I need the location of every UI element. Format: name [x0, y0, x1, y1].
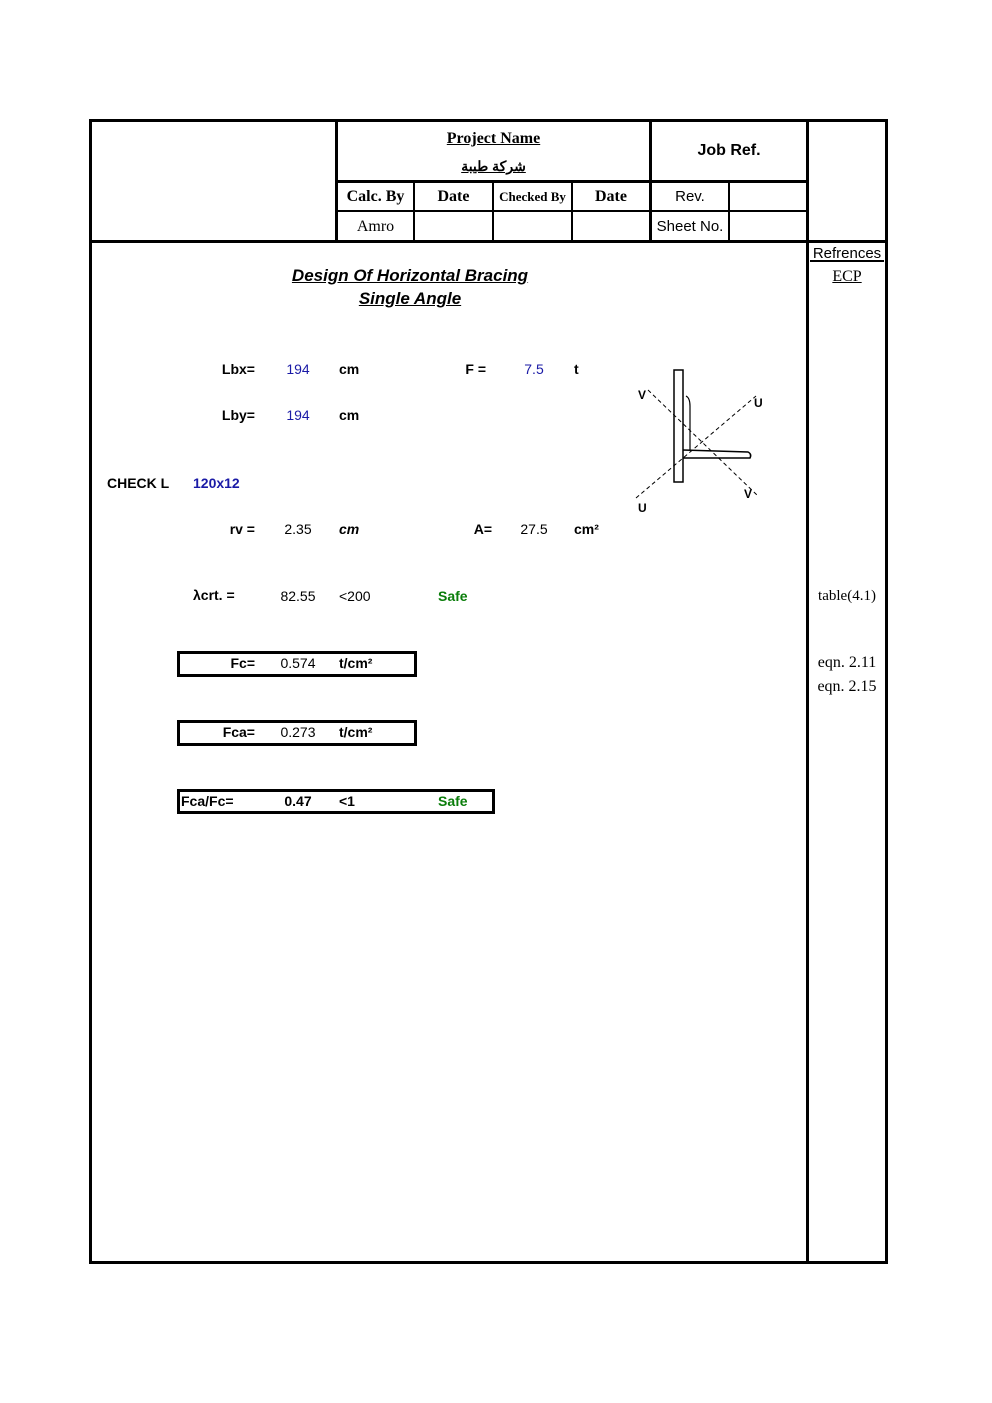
- ratio-value: 0.47: [284, 793, 312, 809]
- a-value: 27.5: [520, 521, 548, 537]
- lby-unit: cm: [339, 407, 360, 423]
- references-title: Refrences: [812, 245, 882, 262]
- angle-fillet: [686, 396, 690, 450]
- calc-by-value: Amro: [356, 218, 395, 235]
- ratio-limit: <1: [339, 793, 355, 809]
- lby-value: 194: [286, 407, 310, 423]
- sheet-no-label: Sheet No.: [656, 218, 724, 235]
- ref-fc-1: eqn. 2.11: [817, 654, 877, 671]
- references-code: ECP: [832, 268, 862, 285]
- checked-by-label: Checked By: [499, 189, 566, 204]
- check-label: CHECK L: [107, 475, 170, 491]
- lambda-status: Safe: [438, 588, 468, 604]
- section-designation: 120x12: [193, 475, 240, 491]
- page-subtitle: Single Angle: [358, 289, 462, 308]
- u-axis-line: [636, 396, 756, 498]
- project-name-value: شركة طيبة: [461, 158, 526, 174]
- rv-value: 2.35: [284, 521, 312, 537]
- fca-unit: t/cm²: [339, 724, 373, 740]
- lambda-label: λcrt. =: [193, 587, 235, 603]
- ref-lambda: table(4.1): [818, 588, 876, 604]
- f-unit: t: [574, 361, 579, 377]
- date-label-1: Date: [437, 188, 470, 205]
- axis-u-bottom: U: [638, 501, 647, 515]
- calc-by-label: Calc. By: [346, 188, 405, 205]
- lbx-unit: cm: [339, 361, 360, 377]
- angle-horizontal-leg: [683, 450, 751, 458]
- fc-value: 0.574: [280, 655, 316, 671]
- lbx-value: 194: [286, 361, 310, 377]
- a-unit: cm²: [574, 521, 599, 537]
- axis-v-bottom: V: [744, 487, 753, 501]
- fc-unit: t/cm²: [339, 655, 373, 671]
- ratio-status: Safe: [438, 793, 468, 809]
- lbx-label: Lbx=: [221, 361, 255, 377]
- f-value: 7.5: [524, 361, 544, 377]
- project-name-label: Project Name: [446, 130, 541, 147]
- fc-label: Fc=: [230, 655, 255, 671]
- page-title: Design Of Horizontal Bracing: [291, 266, 529, 285]
- lambda-limit: <200: [339, 588, 371, 604]
- fca-label: Fca=: [222, 724, 255, 740]
- axis-u-top: U: [754, 396, 763, 410]
- fca-value: 0.273: [280, 724, 316, 740]
- v-axis-line: [648, 390, 758, 496]
- ratio-label: Fca/Fc=: [181, 793, 234, 809]
- lby-label: Lby=: [221, 407, 255, 423]
- f-label: F =: [465, 361, 486, 377]
- a-label: A=: [473, 521, 492, 537]
- lambda-value: 82.55: [280, 588, 316, 604]
- rv-unit: cm: [339, 521, 360, 537]
- job-ref-label: Job Ref.: [697, 142, 761, 159]
- axis-v-top: V: [638, 388, 647, 402]
- rev-label: Rev.: [675, 188, 705, 205]
- rv-label: rv =: [229, 521, 255, 537]
- ref-fc-2: eqn. 2.15: [817, 678, 877, 695]
- date-label-2: Date: [595, 188, 627, 205]
